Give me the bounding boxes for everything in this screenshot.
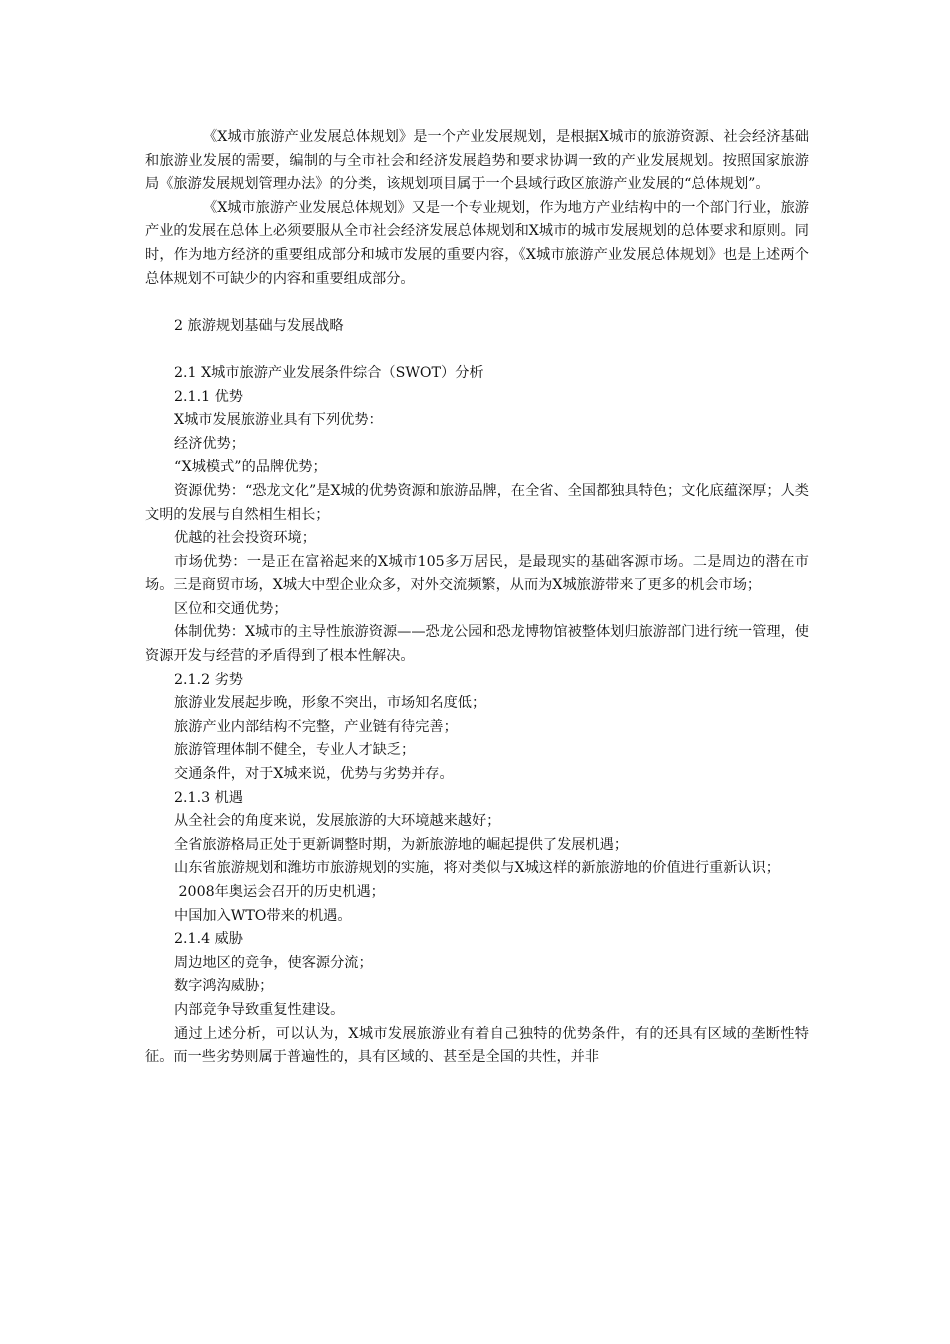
subsection-heading: 2.1.2 劣势 [174,671,243,688]
list-item: 旅游产业内部结构不完整，产业链有待完善； [174,718,458,735]
list-item: 数字鸿沟威胁； [174,978,274,995]
list-item: “X城模式”的品牌优势； [174,459,327,476]
conclusion-paragraph: 通过上述分析，可以认为，X城市发展旅游业有着自己独特的优势条件，有的还具有区域的垄断性特征。而一些劣势则属于普遍性的，具有区域的、甚至是全国的共性，并非 [145,1025,809,1066]
list-item: 内部竞争导致重复性建设。 [174,1001,345,1018]
spacer [145,338,809,362]
list-item: 山东省旅游规划和潍坊市旅游规划的实施，将对类似与X城这样的新旅游地的价值进行重新认识； [174,860,780,877]
subsection-heading: 2.1.3 机遇 [174,789,243,806]
subsection-heading: 2.1.1 优势 [174,388,243,405]
list-item: 周边地区的竞争，使客源分流； [174,954,373,971]
list-item: 旅游业发展起步晚，形象不突出，市场知名度低； [174,695,487,712]
intro-paragraph: 《X城市旅游产业发展总体规划》又是一个专业规划，作为地方产业结构中的一个部门行业，旅游产业的发展在总体上必须要服从全市社会经济发展总体规划和X城市的城市发展规划的总体要求和原则。同时，作为地方经济的重要组成部分和城市发展的重要内容，《X城市旅游产业发展总体规划》也是上述两个总体规划不可缺少的内容和重要组成部分。 [145,199,809,287]
list-item: 2008年奥运会召开的历史机遇； [174,884,385,900]
list-item: 体制优势：X城市的主导性旅游资源——恐龙公园和恐龙博物馆被整体划归旅游部门进行统一管理，使资源开发与经营的矛盾得到了根本性解决。 [145,624,809,665]
intro-paragraph: 《X城市旅游产业发展总体规划》是一个产业发展规划，是根据X城市的旅游资源、社会经济基础和旅游业发展的需要，编制的与全市社会和经济发展趋势和要求协调一致的产业发展规划。按照国家旅游局《旅游发展规划管理办法》的分类，该规划项目属于一个县域行政区旅游产业发展的“总体规划”。 [145,129,809,193]
list-item: 资源优势：“恐龙文化”是X城的优势资源和旅游品牌，在全省、全国都独具特色；文化底蕴深厚；人类文明的发展与自然相生相长； [145,482,809,523]
section-heading: 2 旅游规划基础与发展战略 [174,317,344,334]
list-item: 从全社会的角度来说，发展旅游的大环境越来越好； [174,813,501,830]
subsection-heading: 2.1.4 威胁 [174,931,243,948]
list-item: 全省旅游格局正处于更新调整时期，为新旅游地的崛起提供了发展机遇； [174,836,629,853]
list-item: 区位和交通优势； [174,600,288,617]
list-item: 市场优势：一是正在富裕起来的X城市105多万居民，是最现实的基础客源市场。二是周边的潜在市场。三是商贸市场，X城大中型企业众多，对外交流频繁，从而为X城旅游带来了更多的机会市场； [145,553,809,594]
list-item: 经济优势； [174,435,245,452]
list-item: 中国加入WTO带来的机遇。 [174,907,352,924]
list-item: 优越的社会投资环境； [174,530,316,547]
spacer [145,291,809,315]
list-item: 交通条件，对于X城来说，优势与劣势并存。 [174,766,454,783]
document-page [145,126,809,1070]
list-item: X城市发展旅游业具有下列优势： [174,412,383,429]
subsection-heading: 2.1 X城市旅游产业发展条件综合（SWOT）分析 [174,364,484,381]
list-item: 旅游管理体制不健全，专业人才缺乏； [174,742,416,759]
